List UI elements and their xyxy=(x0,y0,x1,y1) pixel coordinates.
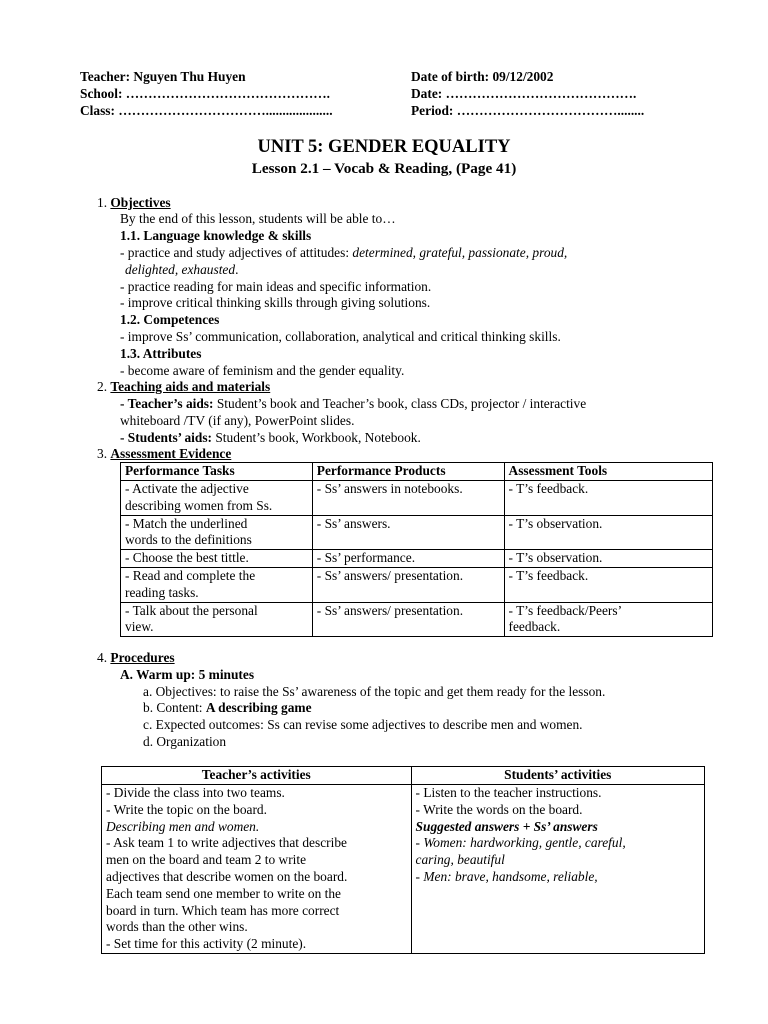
table-cell-product xyxy=(312,515,504,550)
teacher-activity-line: - Ask team 1 to write adjectives that describe xyxy=(106,835,347,851)
cell-text: describing women from Ss. xyxy=(125,497,273,513)
student-activity-line: - Write the words on the board. xyxy=(415,801,583,817)
teacher-name: Teacher: Nguyen Thu Huyen xyxy=(80,69,246,84)
cell-text: - Ss’ answers. xyxy=(316,515,391,531)
student-activity-line: - Women: hardworking, gentle, careful, xyxy=(415,835,626,851)
teacher-activity-line: - Divide the class into two teams. xyxy=(106,785,285,800)
teacher-activity-line: Describing men and women. xyxy=(106,818,260,834)
table-cell-product xyxy=(312,481,504,516)
table-cell-task xyxy=(121,515,313,550)
cell-text: feedback. xyxy=(508,619,561,635)
table-header-row xyxy=(121,463,713,481)
objectives-intro: By the end of this lesson, students will be able to… xyxy=(120,211,396,226)
activities-table xyxy=(101,766,705,954)
period-field: Period: ………………………………........ xyxy=(411,103,645,118)
column-header: Performance Products xyxy=(312,463,504,481)
cell-text: - Talk about the personal xyxy=(125,602,258,618)
section-procedures-heading: 4. Procedures xyxy=(97,650,175,665)
students-activities-header: Students’ activities xyxy=(411,767,704,785)
cell-text: reading tasks. xyxy=(125,584,199,600)
student-activity-line: caring, beautiful xyxy=(415,852,505,868)
warm-up-content: b. Content: A describing game xyxy=(143,700,312,715)
students-activities-cell xyxy=(411,785,704,954)
student-activity-line: - Listen to the teacher instructions. xyxy=(415,785,602,800)
table-cell-task xyxy=(121,550,313,568)
student-activity-line: - Men: brave, handsome, reliable, xyxy=(415,868,598,884)
cell-text: - Ss’ performance. xyxy=(316,550,416,566)
lesson-title: Lesson 2.1 – Vocab & Reading, (Page 41) xyxy=(251,160,517,177)
column-header: Assessment Tools xyxy=(504,463,712,481)
cell-text: - T’s feedback/Peers’ xyxy=(508,602,623,618)
teacher-activities-cell xyxy=(102,785,412,954)
table-cell-product xyxy=(312,550,504,568)
warm-up-outcomes: c. Expected outcomes: Ss can revise some adjectives to describe men and women. xyxy=(143,717,583,732)
cell-text: - T’s observation. xyxy=(508,515,603,531)
teacher-activity-line: men on the board and team 2 to write xyxy=(106,852,307,868)
teacher-activity-line: - Set time for this activity (2 minute). xyxy=(106,936,307,952)
cell-text: - T’s observation. xyxy=(508,550,603,566)
table-cell-task xyxy=(121,481,313,516)
cell-text: - Match the underlined xyxy=(125,515,248,531)
cell-text: - T’s feedback. xyxy=(508,567,589,583)
table-cell-tool xyxy=(504,515,712,550)
cell-text: view. xyxy=(125,619,154,635)
table-row xyxy=(121,550,713,568)
subheading-attributes: 1.3. Attributes xyxy=(120,346,202,361)
teacher-aids: - Teacher’s aids: Student’s book and Teacher’s book, class CDs, projector / interactive xyxy=(120,396,587,411)
cell-text: - Ss’ answers/ presentation. xyxy=(316,567,464,583)
date-of-birth: Date of birth: 09/12/2002 xyxy=(411,69,554,84)
table-row xyxy=(121,602,713,637)
class-field: Class: …………………………….................... xyxy=(80,103,333,118)
objective-line: - improve critical thinking skills through giving solutions. xyxy=(120,295,431,310)
objective-line: - practice reading for main ideas and specific information. xyxy=(120,279,432,294)
cell-text: - Ss’ answers/ presentation. xyxy=(316,602,464,618)
teacher-activity-line: Each team send one member to write on the xyxy=(106,885,341,901)
table-cell-task xyxy=(121,602,313,637)
objective-line: - practice and study adjectives of attitudes: determined, grateful, passionate, proud, xyxy=(120,245,568,260)
warm-up-objectives: a. Objectives: to raise the Ss’ awareness of the topic and get them ready for the lesson. xyxy=(143,684,606,699)
objective-line: - become aware of feminism and the gender equality. xyxy=(120,363,405,378)
column-header: Performance Tasks xyxy=(121,463,313,481)
objective-line: delighted, exhausted. xyxy=(125,262,239,277)
students-aids: - Students’ aids: Student’s book, Workbook, Notebook. xyxy=(120,430,421,445)
table-cell-product xyxy=(312,602,504,637)
teacher-activities-header: Teacher’s activities xyxy=(102,767,412,785)
teacher-activity-line: - Write the topic on the board. xyxy=(106,801,267,817)
section-teaching-aids-heading: 2. Teaching aids and materials xyxy=(97,379,271,394)
cell-text: - Read and complete the xyxy=(125,567,256,583)
cell-text: - Ss’ answers in notebooks. xyxy=(316,481,463,496)
unit-title: UNIT 5: GENDER EQUALITY xyxy=(257,137,511,157)
table-row xyxy=(121,515,713,550)
table-cell-tool xyxy=(504,567,712,602)
subheading-competences: 1.2. Competences xyxy=(120,312,220,327)
section-objectives-heading: 1. Objectives xyxy=(97,195,171,210)
date-field: Date: ……………………………………. xyxy=(411,86,637,101)
table-cell-tool xyxy=(504,550,712,568)
table-row xyxy=(121,567,713,602)
table-row xyxy=(121,481,713,516)
table-cell-task xyxy=(121,567,313,602)
teacher-activity-line: adjectives that describe women on the board. xyxy=(106,868,348,884)
cell-text: - Choose the best tittle. xyxy=(125,550,249,566)
cell-text: words to the definitions xyxy=(125,532,252,548)
teacher-activity-line: board in turn. Which team has more correct xyxy=(106,902,340,918)
table-header-row xyxy=(102,767,705,785)
table-cell-product xyxy=(312,567,504,602)
warm-up-organization: d. Organization xyxy=(143,734,227,749)
subheading-language-skills: 1.1. Language knowledge & skills xyxy=(120,228,312,243)
cell-text: - T’s feedback. xyxy=(508,481,589,496)
student-activity-line: Suggested answers + Ss’ answers xyxy=(415,818,598,834)
warm-up-heading: A. Warm up: 5 minutes xyxy=(120,667,255,682)
table-row xyxy=(102,785,705,954)
table-cell-tool xyxy=(504,481,712,516)
teacher-activity-line: words than the other wins. xyxy=(106,919,248,935)
section-assessment-heading: 3. Assessment Evidence xyxy=(97,446,232,461)
teacher-aids-continued: whiteboard /TV (if any), PowerPoint slides. xyxy=(120,413,355,428)
cell-text: - Activate the adjective xyxy=(125,481,249,496)
table-cell-tool xyxy=(504,602,712,637)
school-field: School: ………………………………………. xyxy=(80,86,330,101)
assessment-table xyxy=(120,462,713,637)
objective-line: - improve Ss’ communication, collaboration, analytical and critical thinking skills. xyxy=(120,329,561,344)
